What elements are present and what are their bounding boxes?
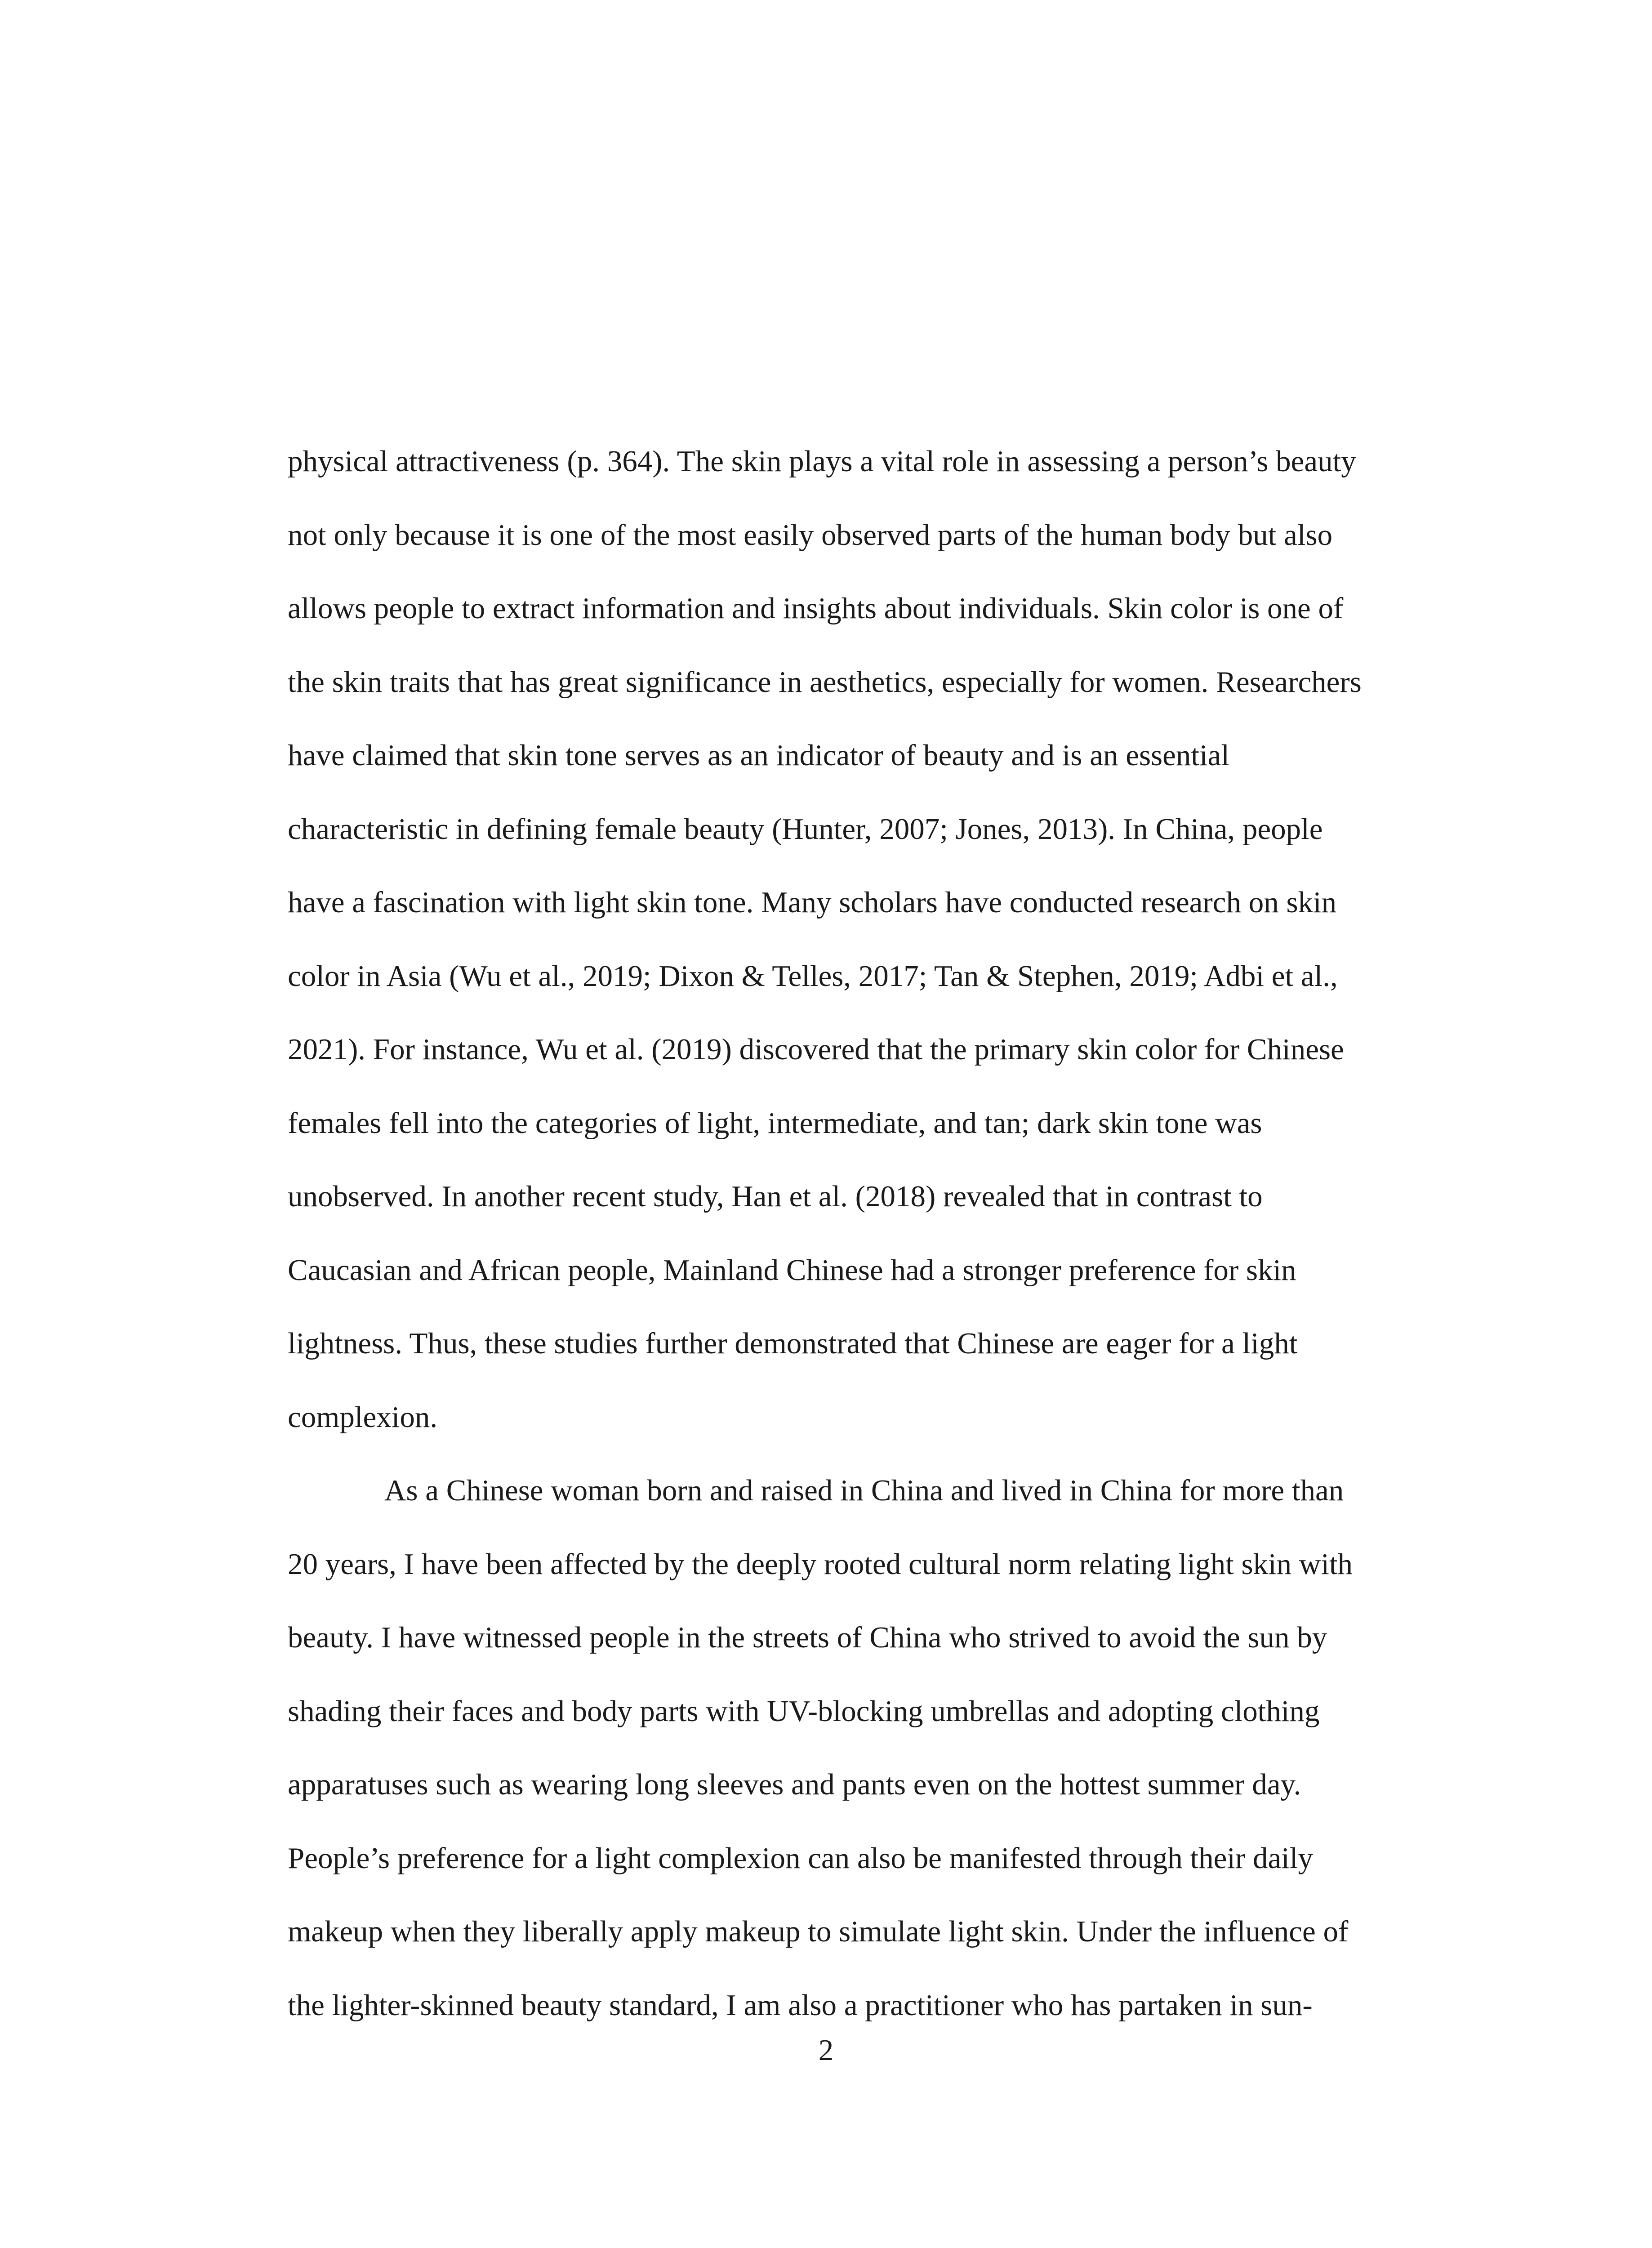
- text-line: apparatuses such as wearing long sleeves and pants even on the hottest summer day.: [288, 1768, 1301, 1801]
- text-line: As a Chinese woman born and raised in China and lived in China for more than: [384, 1474, 1344, 1507]
- text-line: the skin traits that has great significance in aesthetics, especially for women. Researchers: [288, 665, 1362, 699]
- text-line: 20 years, I have been affected by the deeply rooted cultural norm relating light skin with: [288, 1547, 1353, 1581]
- text-line: color in Asia (Wu et al., 2019; Dixon & Telles, 2017; Tan & Stephen, 2019; Adbi et al.,: [288, 959, 1338, 993]
- text-line: 2021). For instance, Wu et al. (2019) discovered that the primary skin color for Chinese: [288, 1033, 1344, 1066]
- text-line: makeup when they liberally apply makeup to simulate light skin. Under the influence of: [288, 1915, 1349, 1948]
- page-number: 2: [818, 2034, 834, 2067]
- text-line: characteristic in defining female beauty (Hunter, 2007; Jones, 2013). In China, people: [288, 812, 1323, 846]
- text-line: have a fascination with light skin tone. Many scholars have conducted research on skin: [288, 886, 1337, 919]
- text-line: People’s preference for a light complexion can also be manifested through their daily: [288, 1841, 1313, 1875]
- paragraph-continued: [288, 425, 1420, 1454]
- text-line: females fell into the categories of light, intermediate, and tan; dark skin tone was: [288, 1106, 1262, 1140]
- text-line: Caucasian and African people, Mainland Chinese had a stronger preference for skin: [288, 1253, 1296, 1287]
- body-text: [288, 425, 1420, 2042]
- text-line: not only because it is one of the most easily observed parts of the human body but also: [288, 518, 1333, 552]
- text-line: shading their faces and body parts with UV-blocking umbrellas and adopting clothing: [288, 1694, 1320, 1728]
- text-line: have claimed that skin tone serves as an indicator of beauty and is an essential: [288, 739, 1229, 772]
- text-line: the lighter-skinned beauty standard, I am also a practitioner who has partaken in sun-: [288, 1988, 1313, 2022]
- text-line: lightness. Thus, these studies further demonstrated that Chinese are eager for a light: [288, 1327, 1298, 1360]
- text-line: physical attractiveness (p. 364). The skin plays a vital role in assessing a person’s beauty: [288, 445, 1356, 478]
- paragraph: [288, 1454, 1420, 2042]
- text-line: allows people to extract information and insights about individuals. Skin color is one of: [288, 592, 1344, 625]
- text-line: unobserved. In another recent study, Han et al. (2018) revealed that in contrast to: [288, 1180, 1263, 1213]
- text-line: complexion.: [288, 1400, 438, 1434]
- text-line: beauty. I have witnessed people in the streets of China who strived to avoid the sun by: [288, 1621, 1327, 1654]
